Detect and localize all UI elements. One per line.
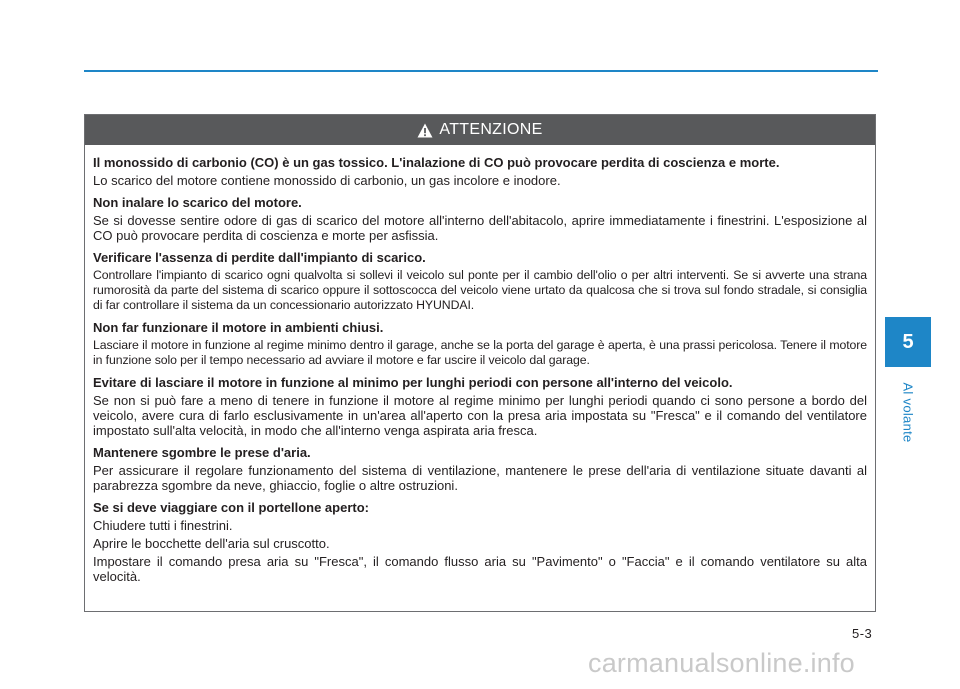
section-text-idle: Se non si può fare a meno di tenere in funzione il motore al regime minimo per lunghi periodi quando ci sono persone a bordo del veicolo, avere cura di farlo esclusivamente in un'area all'aperto con la presa aria impostata su "Fresca" e il comando del ventilatore impostato sull'alta velocità, in modo che all'interno venga aspirata aria fresca. — [93, 393, 867, 438]
section-heading-co-toxic: Il monossido di carbonio (CO) è un gas tossico. L'inalazione di CO può provocare perdita di coscienza e morte. — [93, 155, 780, 170]
chapter-title-text: Al volante — [900, 381, 916, 443]
warning-body — [85, 145, 875, 584]
warning-header — [85, 115, 875, 145]
section-heading-closed-spaces: Non far funzionare il motore in ambienti chiusi. — [93, 320, 384, 335]
warning-box — [84, 114, 876, 612]
page-number: 5-3 — [852, 626, 873, 641]
watermark: carmanualsonline.info — [588, 648, 855, 678]
section-text-exhaust-check: Controllare l'impianto di scarico ogni qualvolta si sollevi il veicolo sul ponte per il cambio dell'olio o per altri interventi. Se si avverte una strana rumorosità da parte del sistema di scarico oppure il sottoscocca del veicolo viene urtato da qualcosa che si trova sul fondo stradale, si consiglia di far controllare il sistema da un concessionario autorizzato HYUNDAI. — [93, 268, 867, 312]
section-text-air-intakes: Per assicurare il regolare funzionamento del sistema di ventilazione, mantenere le prese dell'aria di ventilazione situate davanti al parabrezza sgombre da neve, ghiaccio, foglie o altre ostruzioni. — [93, 463, 867, 493]
chapter-number-tab: 5 — [885, 317, 931, 367]
section-text-open-vents: Aprire le bocchette dell'aria sul cruscotto. — [93, 536, 330, 551]
section-heading-no-inhale: Non inalare lo scarico del motore. — [93, 195, 302, 210]
warning-title: ATTENZIONE — [439, 121, 543, 138]
section-heading-tailgate-open: Se si deve viaggiare con il portellone aperto: — [93, 500, 369, 515]
section-text-close-windows: Chiudere tutti i finestrini. — [93, 518, 233, 533]
section-text-no-inhale: Se si dovesse sentire odore di gas di scarico del motore all'interno dell'abitacolo, aprire immediatamente i finestrini. L'esposizione al CO può provocare perdita di coscienza e morte per asfissia. — [93, 213, 867, 243]
section-heading-idle: Evitare di lasciare il motore in funzione al minimo per lunghi periodi con persone all'interno del veicolo. — [93, 375, 733, 390]
section-heading-exhaust-check: Verificare l'assenza di perdite dall'impianto di scarico. — [93, 250, 426, 265]
section-text-co-toxic: Lo scarico del motore contiene monossido di carbonio, un gas incolore e inodore. — [93, 173, 561, 188]
top-rule — [84, 70, 878, 72]
section-text-set-controls: Impostare il comando presa aria su "Fresca", il comando flusso aria su "Pavimento" o "Faccia" e il comando ventilatore su alta velocità. — [93, 554, 867, 584]
warning-triangle-icon — [417, 123, 433, 138]
section-text-closed-spaces: Lasciare il motore in funzione al regime minimo dentro il garage, anche se la porta del garage è aperta, è una prassi pericolosa. Tenere il motore in funzione solo per il tempo necessario ad avviare il motore e far uscire il veicolo dal garage. — [93, 338, 867, 367]
section-heading-air-intakes: Mantenere sgombre le prese d'aria. — [93, 445, 311, 460]
chapter-title — [885, 372, 931, 452]
